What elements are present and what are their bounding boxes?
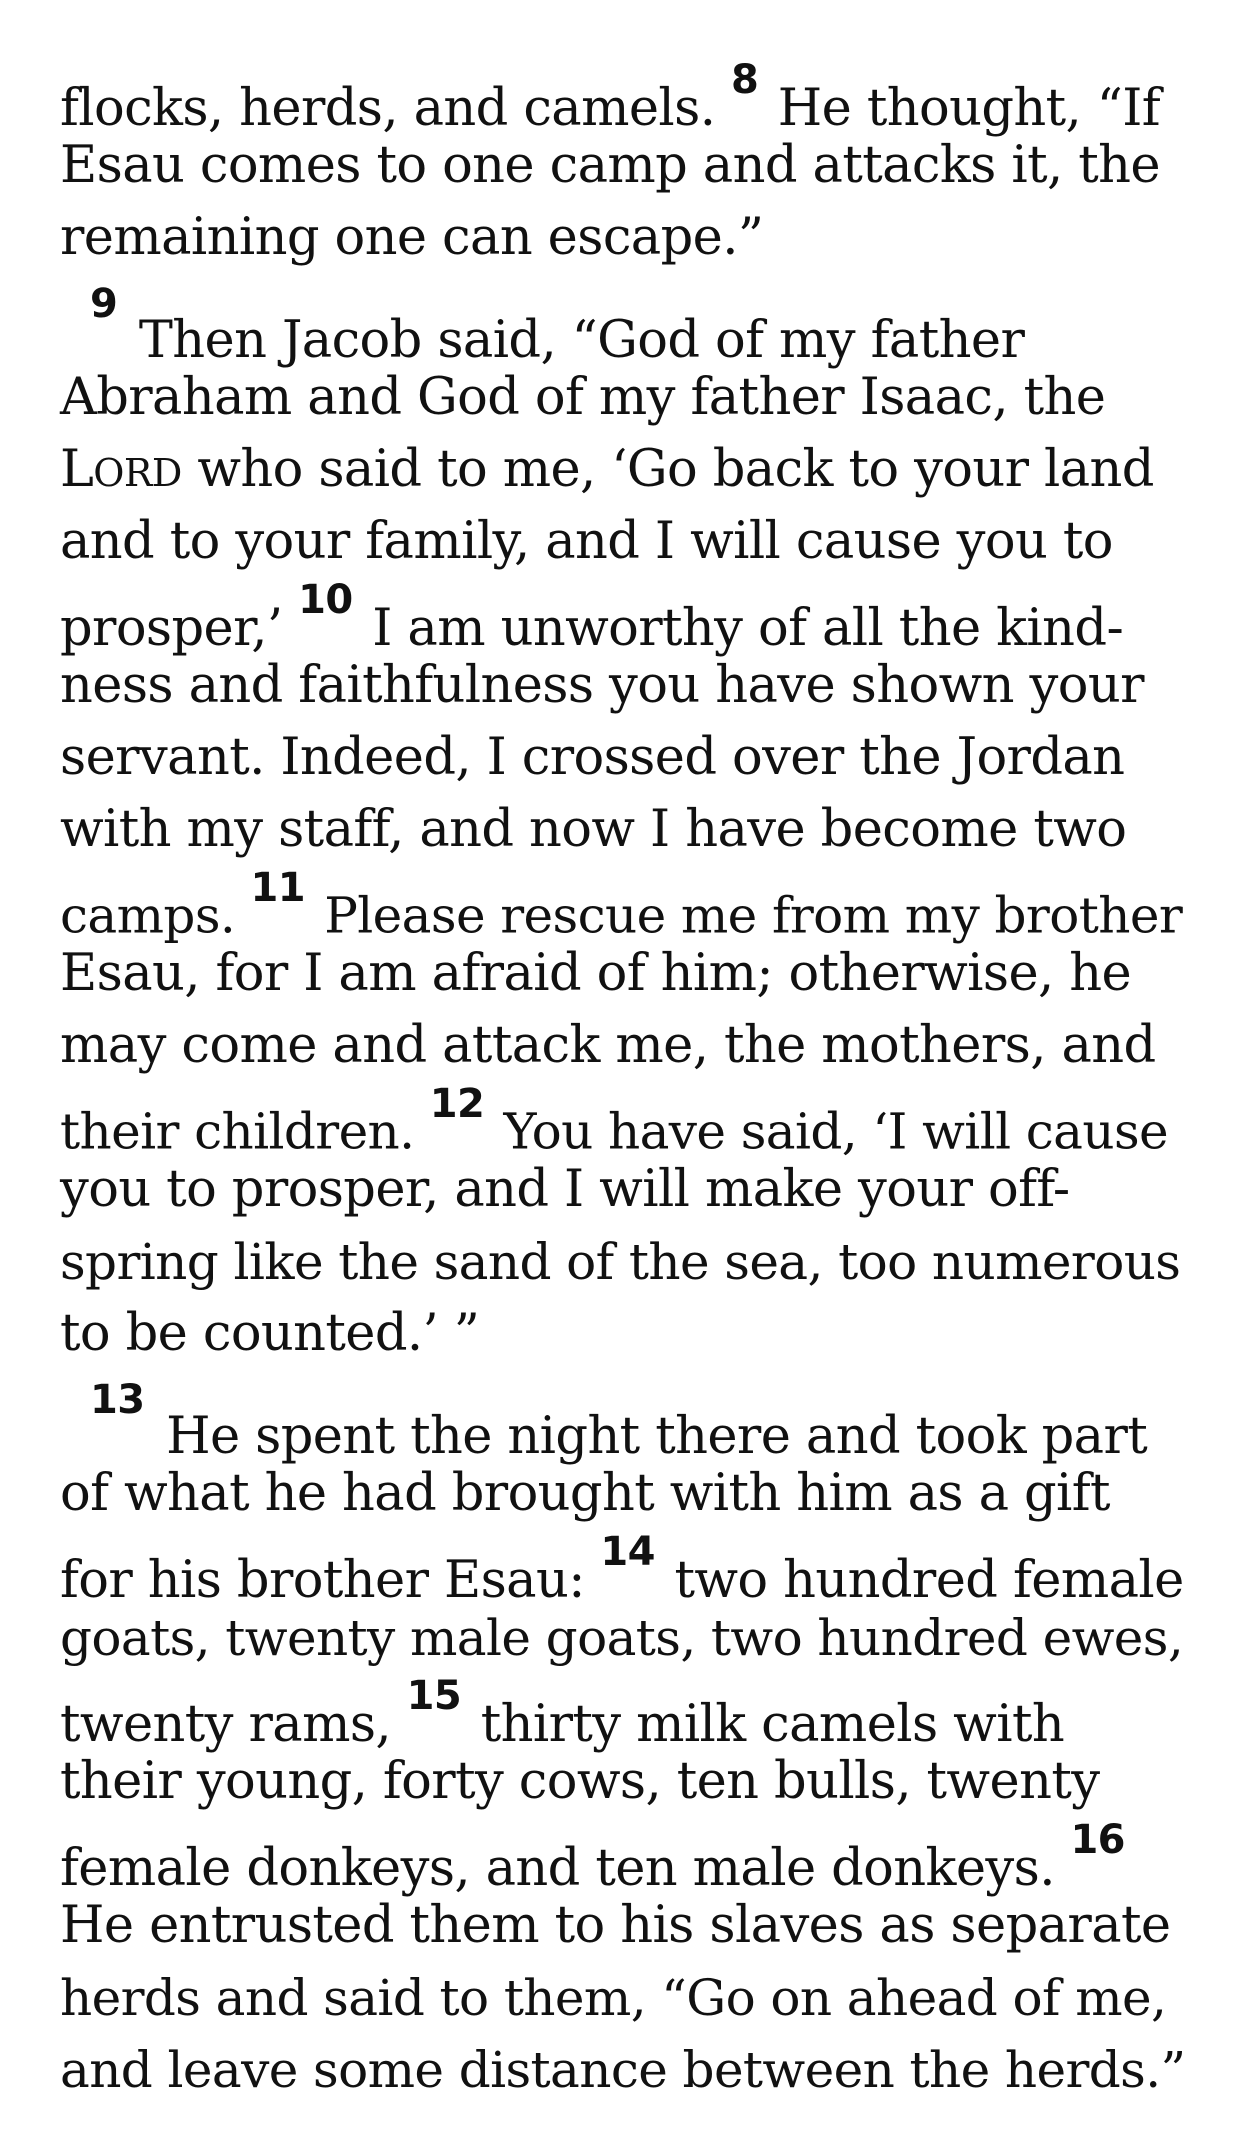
text-run: twenty rams, <box>60 1695 407 1754</box>
text-run: Please rescue me from my brother <box>308 886 1183 945</box>
text-run: He entrusted them to his slaves as separate <box>60 1896 1171 1955</box>
text-run: for his brother Esau: <box>60 1551 601 1610</box>
text-line <box>60 2034 1188 2106</box>
verse-number: 15 <box>406 1673 462 1719</box>
text-line <box>60 865 1188 945</box>
text-run: prosper,’ <box>60 599 299 658</box>
text-line <box>60 1817 1188 1898</box>
text-run: Then Jacob said, “God of my father <box>123 311 1025 370</box>
text-run: of what he had brought with him as a gift <box>60 1464 1110 1523</box>
text-run: who said to me, ‘Go back to your land <box>181 440 1154 499</box>
text-line <box>60 130 1188 202</box>
text-run: servant. Indeed, I crossed over the Jordan <box>60 728 1125 787</box>
text-line <box>60 1010 1188 1082</box>
text-run: spring like the sand of the sea, too numerous <box>60 1233 1181 1291</box>
text-line <box>60 1673 1188 1754</box>
verse-number: 10 <box>298 577 353 623</box>
text-line <box>60 506 1188 578</box>
text-run: camps. <box>60 886 251 945</box>
text-run: Esau comes to one camp and attacks it, the <box>60 136 1160 195</box>
text-run: with my staff, and now I have become two <box>60 800 1127 859</box>
text-line <box>60 434 1188 506</box>
text-run: herds and said to them, “Go on ahead of me, <box>60 1969 1167 2027</box>
text-line <box>60 281 1188 370</box>
text-run: Abraham and God of my father Isaac, the <box>60 368 1106 427</box>
text-line <box>60 1226 1188 1298</box>
text-line <box>60 1377 1188 1466</box>
text-run: their young, forty cows, ten bulls, twenty <box>60 1752 1100 1811</box>
text-line <box>60 1529 1188 1610</box>
text-line <box>60 1746 1188 1818</box>
text-line <box>60 722 1188 794</box>
text-line <box>60 650 1188 722</box>
verse-number: 12 <box>429 1081 485 1127</box>
text-line <box>60 1154 1188 1226</box>
text-run: ness and faithfulness you have shown your <box>60 656 1144 715</box>
text-run: You have said, ‘I will cause <box>488 1102 1169 1161</box>
verse-number: 9 <box>90 281 118 327</box>
text-line <box>60 794 1188 866</box>
text-line <box>60 362 1188 434</box>
verse-number: 8 <box>730 57 759 103</box>
verse-number: 16 <box>1070 1817 1125 1863</box>
text-line <box>60 1081 1188 1161</box>
text-run: you to prosper, and I will make your off- <box>60 1160 1070 1219</box>
text-run: He thought, “If <box>762 79 1161 138</box>
text-run: and leave some distance between the herds.” <box>60 2041 1186 2099</box>
text-line <box>60 1602 1188 1674</box>
text-line <box>60 577 1188 658</box>
text-run: remaining one can escape.” <box>60 208 764 267</box>
divine-name-rest: ORD <box>93 451 182 495</box>
text-line <box>60 1298 1188 1370</box>
text-run: flocks, herds, and camels. <box>60 79 731 138</box>
text-line <box>60 1962 1188 2034</box>
text-run: He spent the night there and took part <box>150 1407 1148 1466</box>
divine-name-initial: L <box>60 440 94 499</box>
text-line <box>60 57 1188 138</box>
text-run: thirty milk camels with <box>465 1695 1065 1754</box>
verse-number: 13 <box>90 1377 145 1423</box>
text-line <box>60 202 1188 274</box>
text-line <box>60 1458 1188 1530</box>
text-run: two hundred female <box>658 1551 1184 1610</box>
text-line <box>60 938 1188 1010</box>
text-run: may come and attack me, the mothers, and <box>60 1016 1156 1075</box>
text-run: their children. <box>60 1102 430 1161</box>
text-run: to be counted.’ ” <box>60 1304 480 1363</box>
text-run: female donkeys, and ten male donkeys. <box>60 1839 1071 1898</box>
verse-number: 11 <box>250 865 305 911</box>
verse-number: 14 <box>600 1529 655 1575</box>
text-run: and to your family, and I will cause you to <box>60 512 1113 571</box>
text-line <box>60 1890 1188 1962</box>
text-run: I am unworthy of all the kind- <box>356 599 1124 658</box>
text-run: goats, twenty male goats, two hundred ewes, <box>60 1609 1184 1667</box>
scripture-text <box>60 58 1188 2106</box>
text-run: Esau, for I am afraid of him; otherwise, he <box>60 944 1132 1003</box>
